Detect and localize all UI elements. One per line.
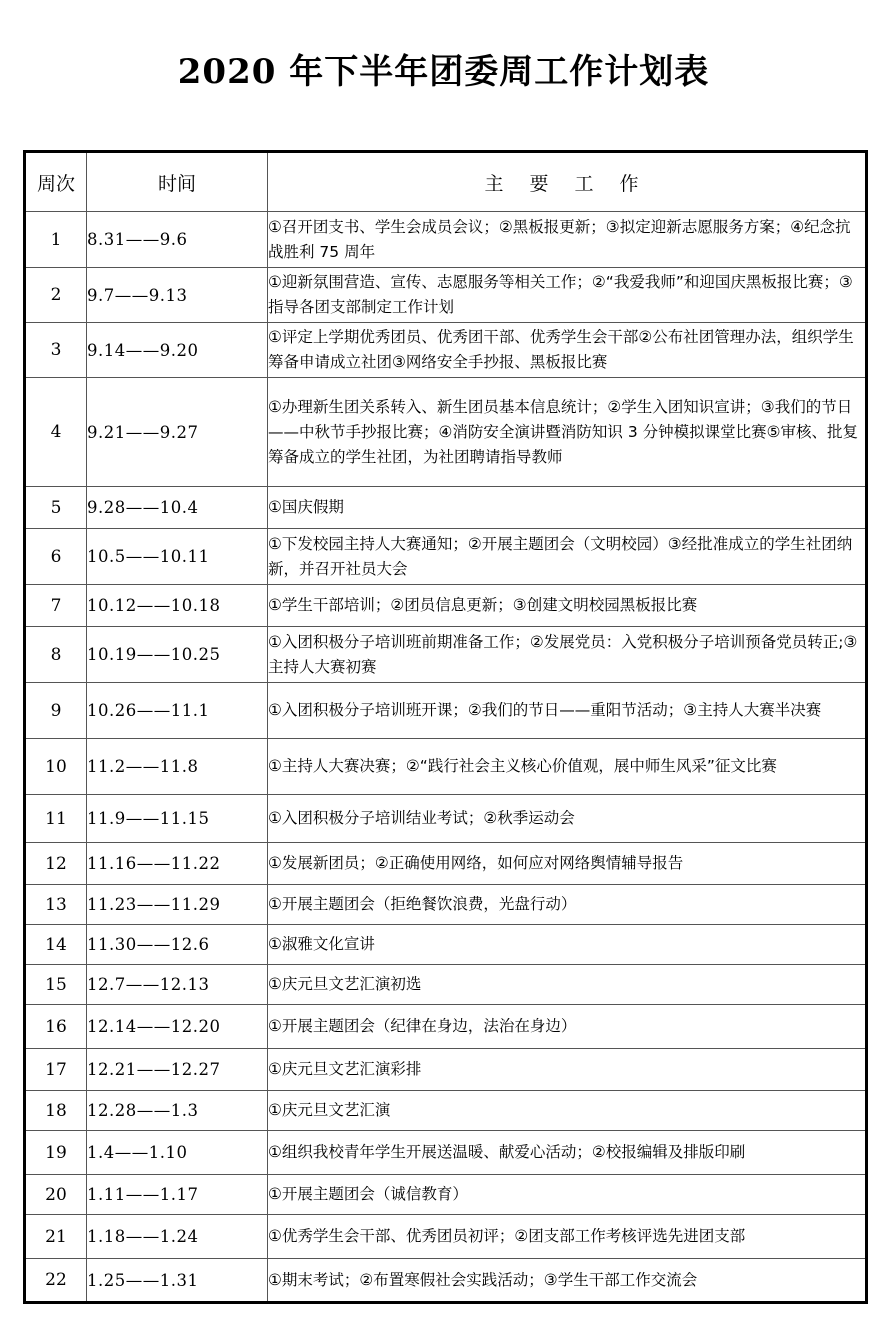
table-row	[25, 1131, 867, 1175]
table-row	[25, 378, 867, 487]
time-cell: 11.2——11.8	[87, 739, 268, 795]
table-row	[25, 739, 867, 795]
time-cell: 1.4——1.10	[87, 1131, 268, 1175]
table-row	[25, 683, 867, 739]
week-cell: 2	[25, 268, 87, 323]
work-cell: ①开展主题团会（诚信教育）	[268, 1175, 867, 1215]
week-cell: 11	[25, 795, 87, 843]
time-cell: 11.23——11.29	[87, 885, 268, 925]
table-row	[25, 1175, 867, 1215]
time-cell: 10.19——10.25	[87, 627, 268, 683]
time-cell: 12.28——1.3	[87, 1091, 268, 1131]
work-cell: ①开展主题团会（拒绝餐饮浪费，光盘行动）	[268, 885, 867, 925]
work-cell: ①入团积极分子培训班前期准备工作；②发展党员：入党积极分子培训预备党员转正;③主持人大赛初赛	[268, 627, 867, 683]
table-row	[25, 627, 867, 683]
time-cell: 12.14——12.20	[87, 1005, 268, 1049]
week-cell: 5	[25, 487, 87, 529]
week-cell: 3	[25, 323, 87, 378]
time-cell: 12.7——12.13	[87, 965, 268, 1005]
table-row	[25, 1259, 867, 1303]
week-cell: 9	[25, 683, 87, 739]
table-row	[25, 487, 867, 529]
time-cell: 1.18——1.24	[87, 1215, 268, 1259]
header-week: 周次	[25, 152, 87, 212]
work-cell: ①入团积极分子培训班开课；②我们的节日——重阳节活动；③主持人大赛半决赛	[268, 683, 867, 739]
table-row	[25, 843, 867, 885]
work-cell: ①开展主题团会（纪律在身边，法治在身边）	[268, 1005, 867, 1049]
time-cell: 10.12——10.18	[87, 585, 268, 627]
time-cell: 10.5——10.11	[87, 529, 268, 585]
time-cell: 9.28——10.4	[87, 487, 268, 529]
table-row	[25, 585, 867, 627]
work-cell: ①办理新生团关系转入、新生团员基本信息统计；②学生入团知识宣讲；③我们的节日——中秋节手抄报比赛；④消防安全演讲暨消防知识 3 分钟模拟课堂比赛⑤审核、批复筹备成立的学生社团，为社团聘请指导教师	[268, 378, 867, 487]
week-cell: 22	[25, 1259, 87, 1303]
work-cell: ①下发校园主持人大赛通知；②开展主题团会（文明校园）③经批准成立的学生社团纳新，并召开社员大会	[268, 529, 867, 585]
work-cell: ①主持人大赛决赛；②“践行社会主义核心价值观，展中师生风采”征文比赛	[268, 739, 867, 795]
time-cell: 11.16——11.22	[87, 843, 268, 885]
table-header-row	[25, 152, 867, 212]
table-row	[25, 1215, 867, 1259]
work-cell: ①庆元旦文艺汇演初选	[268, 965, 867, 1005]
week-cell: 4	[25, 378, 87, 487]
table-row	[25, 795, 867, 843]
week-cell: 13	[25, 885, 87, 925]
work-cell: ①庆元旦文艺汇演	[268, 1091, 867, 1131]
table-row	[25, 925, 867, 965]
table-row	[25, 323, 867, 378]
header-time: 时间	[87, 152, 268, 212]
week-cell: 8	[25, 627, 87, 683]
work-cell: ①组织我校青年学生开展送温暖、献爱心活动；②校报编辑及排版印刷	[268, 1131, 867, 1175]
work-cell: ①学生干部培训；②团员信息更新；③创建文明校园黑板报比赛	[268, 585, 867, 627]
work-cell: ①发展新团员；②正确使用网络，如何应对网络舆情辅导报告	[268, 843, 867, 885]
time-cell: 11.30——12.6	[87, 925, 268, 965]
week-cell: 7	[25, 585, 87, 627]
week-cell: 10	[25, 739, 87, 795]
table-row	[25, 529, 867, 585]
table-row	[25, 268, 867, 323]
table-row	[25, 1005, 867, 1049]
week-cell: 17	[25, 1049, 87, 1091]
week-cell: 12	[25, 843, 87, 885]
table-row	[25, 885, 867, 925]
week-cell: 18	[25, 1091, 87, 1131]
work-cell: ①召开团支书、学生会成员会议；②黑板报更新；③拟定迎新志愿服务方案；④纪念抗战胜利 75 周年	[268, 212, 867, 268]
week-cell: 1	[25, 212, 87, 268]
week-cell: 20	[25, 1175, 87, 1215]
week-cell: 19	[25, 1131, 87, 1175]
time-cell: 8.31——9.6	[87, 212, 268, 268]
work-cell: ①淑雅文化宣讲	[268, 925, 867, 965]
work-cell: ①国庆假期	[268, 487, 867, 529]
week-cell: 15	[25, 965, 87, 1005]
page-title: 2020 年下半年团委周工作计划表	[177, 52, 710, 92]
work-cell: ①迎新氛围营造、宣传、志愿服务等相关工作；②“我爱我师”和迎国庆黑板报比赛；③指导各团支部制定工作计划	[268, 268, 867, 323]
header-work: 主 要 工 作	[268, 152, 867, 212]
time-cell: 1.25——1.31	[87, 1259, 268, 1303]
work-cell: ①入团积极分子培训结业考试；②秋季运动会	[268, 795, 867, 843]
table-row	[25, 212, 867, 268]
week-cell: 16	[25, 1005, 87, 1049]
week-cell: 21	[25, 1215, 87, 1259]
time-cell: 11.9——11.15	[87, 795, 268, 843]
work-plan-table	[23, 150, 868, 1304]
time-cell: 9.14——9.20	[87, 323, 268, 378]
time-cell: 9.21——9.27	[87, 378, 268, 487]
table-row	[25, 1091, 867, 1131]
week-cell: 6	[25, 529, 87, 585]
week-cell: 14	[25, 925, 87, 965]
work-cell: ①期末考试；②布置寒假社会实践活动；③学生干部工作交流会	[268, 1259, 867, 1303]
time-cell: 10.26——11.1	[87, 683, 268, 739]
time-cell: 1.11——1.17	[87, 1175, 268, 1215]
work-cell: ①优秀学生会干部、优秀团员初评；②团支部工作考核评选先进团支部	[268, 1215, 867, 1259]
time-cell: 9.7——9.13	[87, 268, 268, 323]
time-cell: 12.21——12.27	[87, 1049, 268, 1091]
work-cell: ①庆元旦文艺汇演彩排	[268, 1049, 867, 1091]
table-row	[25, 965, 867, 1005]
work-cell: ①评定上学期优秀团员、优秀团干部、优秀学生会干部②公布社团管理办法，组织学生筹备申请成立社团③网络安全手抄报、黑板报比赛	[268, 323, 867, 378]
table-row	[25, 1049, 867, 1091]
